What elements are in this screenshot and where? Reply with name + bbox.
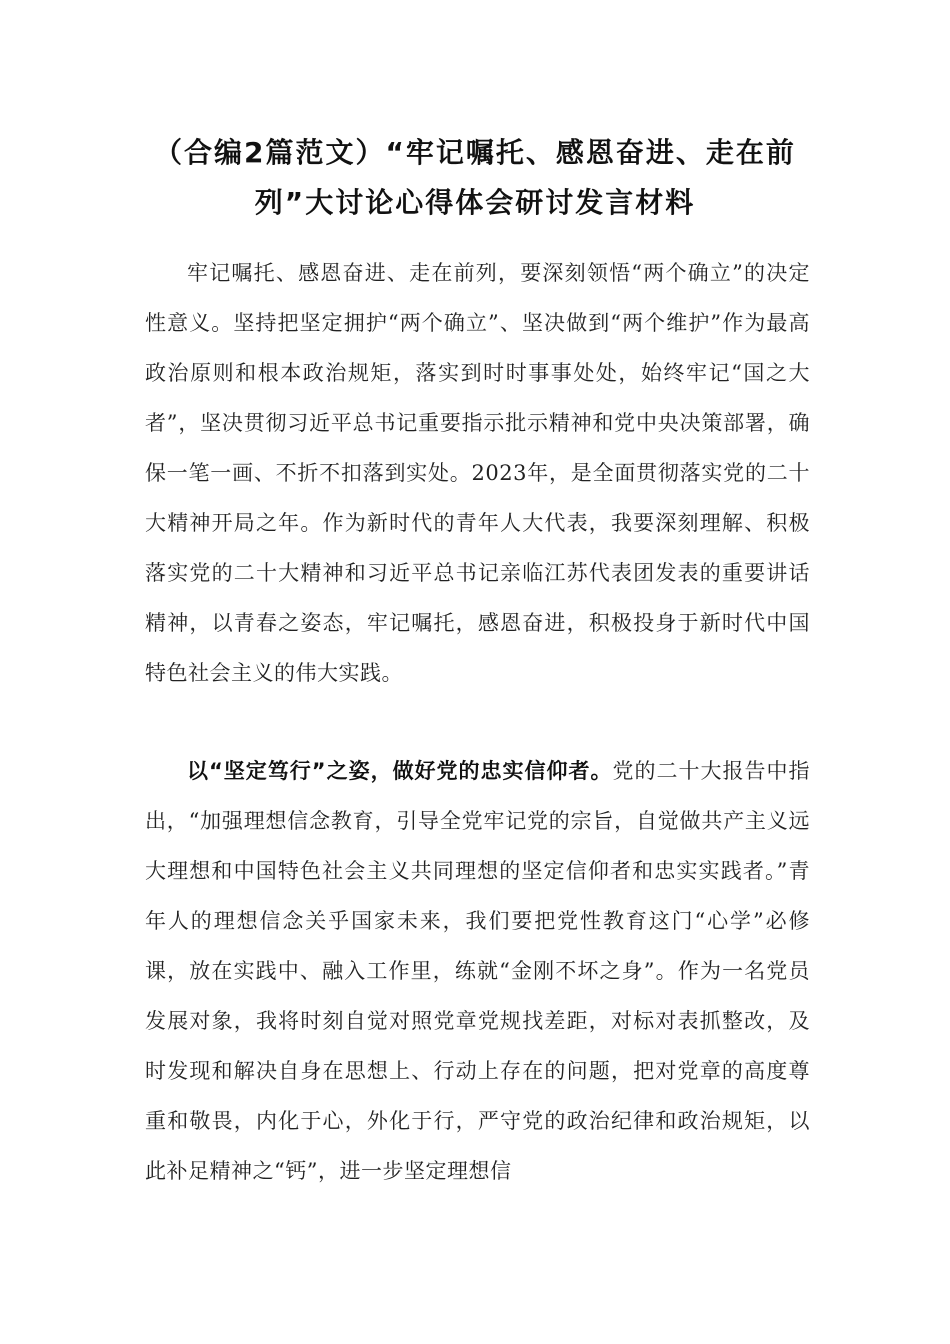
title-line-1: （合编2篇范文）“牢记嘱托、感恩奋进、走在前	[154, 136, 796, 169]
document-title	[150, 128, 800, 228]
paragraph-1: 牢记嘱托、感恩奋进、走在前列，要深刻领悟“两个确立”的决定性意义。坚持把坚定拥护“两个确立”、坚决做到“两个维护”作为最高政治原则和根本政治规矩，落实到时时事事处处，始终牢记“国之大者”，坚决贯彻习近平总书记重要指示批示精神和党中央决策部署，确保一笔一画、不折不扣落到实处。2023年，是全面贯彻落实党的二十大精神开局之年。作为新时代的青年人大代表，我要深刻理解、积极落实党的二十大精神和习近平总书记亲临江苏代表团发表的重要讲话精神，以青春之姿态，牢记嘱托，感恩奋进，积极投身于新时代中国特色社会主义的伟大实践。	[145, 261, 810, 685]
paragraph-1-block	[145, 248, 810, 698]
paragraph-2-body: 党的二十大报告中指出，“加强理想信念教育，引导全党牢记党的宗旨，自觉做共产主义远大理想和中国特色社会主义共同理想的坚定信仰者和忠实实践者。”青年人的理想信念关乎国家未来，我们要把党性教育这门“心学”必修课，放在实践中、融入工作里，练就“金刚不坏之身”。作为一名党员发展对象，我将时刻自觉对照党章党规找差距，对标对表抓整改，及时发现和解决自身在思想上、行动上存在的问题，把对党章的高度尊重和敬畏，内化于心，外化于行，严守党的政治纪律和政治规矩，以此补足精神之“钙”，进一步坚定理想信	[145, 759, 810, 1183]
title-line-2: 列”大讨论心得体会研讨发言材料	[254, 186, 696, 219]
paragraph-2	[145, 746, 810, 1196]
paragraph-2-block	[145, 746, 810, 1196]
paragraph-2-lead: 以“坚定笃行”之姿，做好党的忠实信仰者。	[187, 759, 613, 783]
